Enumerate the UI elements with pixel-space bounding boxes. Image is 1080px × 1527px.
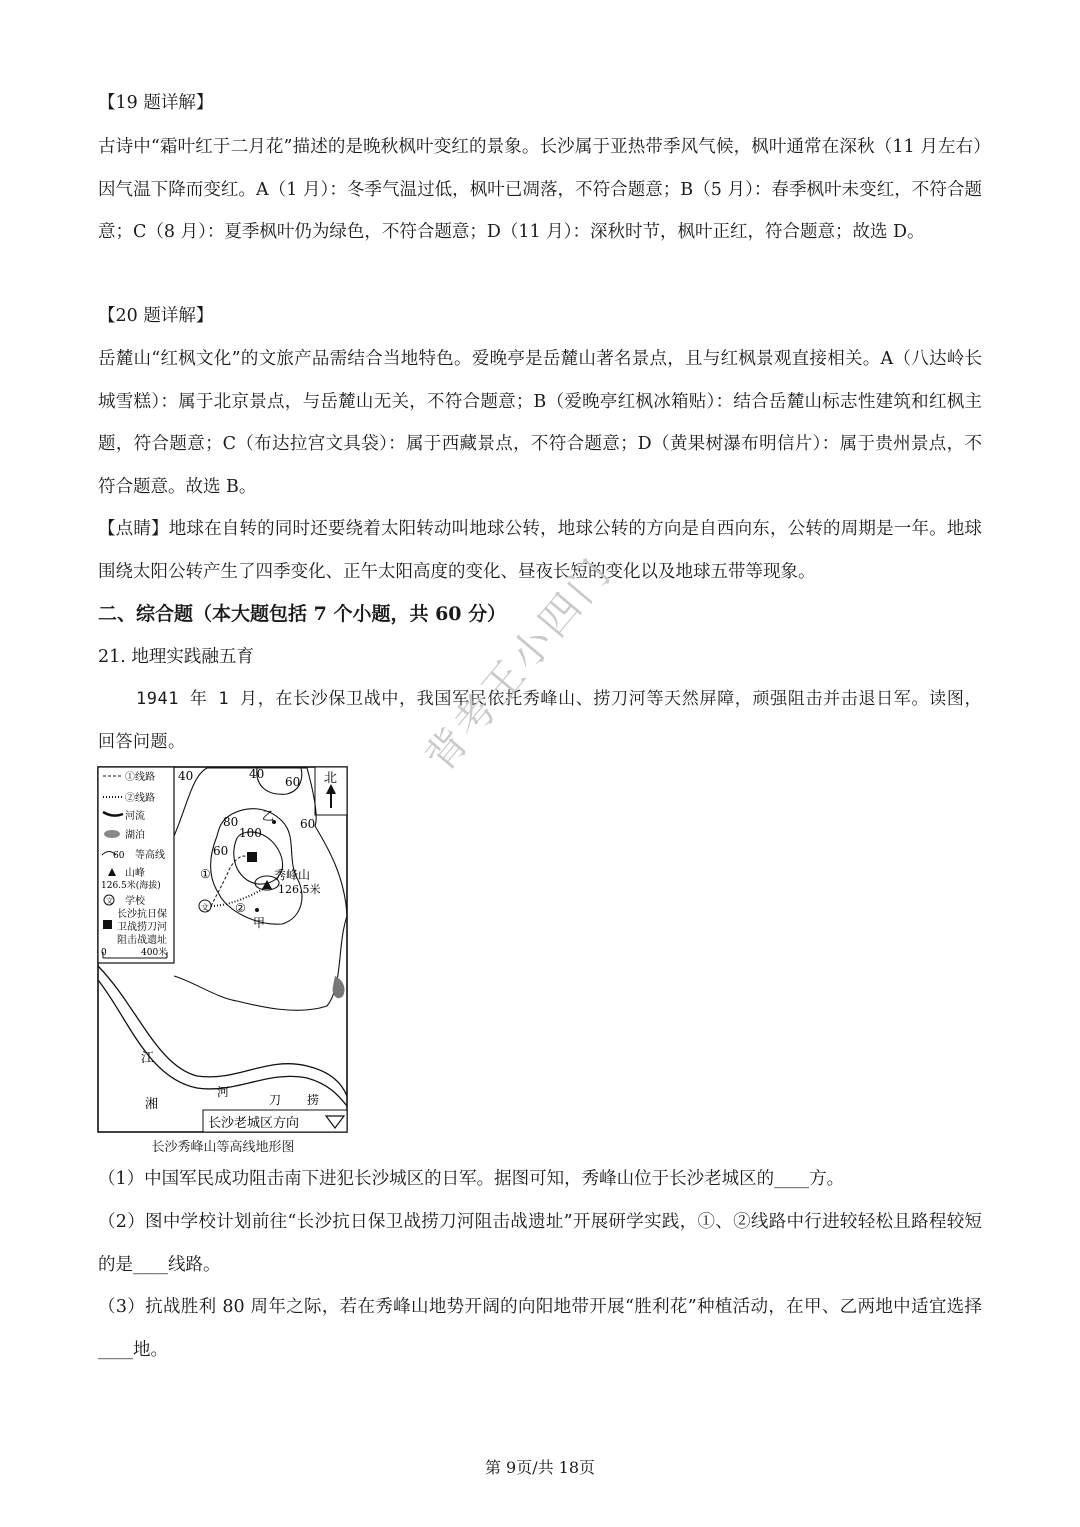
- legend-route1: ①线路: [125, 772, 155, 783]
- legend-site-symbol: [103, 920, 112, 929]
- peak-name: 秀峰山: [274, 868, 311, 882]
- q21-sub1: （1）中国军民成功阻击南下进犯长沙城区的日军。据图可知，秀峰山位于长沙老城区的____方。: [98, 1169, 845, 1189]
- legend-contour-sample: 60: [113, 851, 125, 861]
- q19-body: 古诗中“霜叶红于二月花”描述的是晚秋枫叶变红的景象。长沙属于亚热带季风气候，枫叶通常在深秋（11 月左右）因气温下降而变红。A（1 月）：冬季气温过低，枫叶已凋落，不符合题意；B（5 月）：春季枫叶未变红，不符合题意；C（8 月）：夏季枫叶仍为绿色，不符合题意；D（11 月）：深秋时节，枫叶正红，符合题意；故选 D。: [98, 137, 982, 242]
- contour-label-60-right: 60: [300, 817, 316, 831]
- legend-contour: 等高线: [135, 850, 165, 861]
- q21-title: 21. 地理实践融五育: [98, 647, 254, 667]
- q20-body: 岳麓山“红枫文化”的文旅产品需结合当地特色。爱晚亭是岳麓山著名景点，且与红枫景观直接相关。A（八达岭长城雪糕）：属于北京景点，与岳麓山无关，不符合题意；B（爱晚亭红枫冰箱贴）：结合岳麓山标志性建筑和红枫主题，符合题意；C（布达拉宫文具袋）：属于西藏景点，不符合题意；D（黄果树瀑布明信片）：属于贵州景点，不符合题意。故选 B。: [98, 349, 982, 497]
- river-xiang: 湘: [145, 1097, 159, 1112]
- contour-label-100: 100: [239, 826, 262, 840]
- scale-end: 400米: [141, 948, 168, 958]
- q20-heading: 【20 题详解】: [98, 306, 214, 326]
- watermark: 背考王小四门: [416, 548, 622, 781]
- point-jia-label: 甲: [253, 916, 266, 930]
- legend-peak-height: 126.5米(海拔): [101, 881, 161, 891]
- river-jiang: 江: [141, 1051, 155, 1066]
- contour-map: [97, 766, 349, 1166]
- map-caption: 长沙秀峰山等高线地形图: [151, 1140, 295, 1155]
- direction-label: 长沙老城区方向: [208, 1116, 300, 1131]
- contour-map-svg: [97, 766, 349, 1136]
- route2-label: ②: [235, 901, 246, 915]
- q21-sub2: （2）图中学校计划前往“长沙抗日保卫战捞刀河阻击战遗址”开展研学实践，①、②线路中行进较轻松且路程较短的是____线路。: [98, 1212, 982, 1275]
- north-label: 北: [324, 771, 338, 786]
- section-title: 二、综合题（本大题包括 7 个小题，共 60 分）: [98, 603, 507, 625]
- q21-intro: 1941 年 1 月，在长沙保卫战中，我国军民依托秀峰山、捞刀河等天然屏障，顽强阻击并击退日军。读图，回答问题。: [98, 689, 982, 752]
- point-yi-label: 乙: [262, 809, 275, 823]
- legend-lake: 湖泊: [125, 830, 145, 841]
- contour-label-60-top: 60: [285, 775, 301, 789]
- site-marker: [247, 852, 257, 862]
- legend-school-glyph: 文: [106, 897, 113, 905]
- legend-route2: ②线路: [125, 793, 155, 804]
- river-lao: 捞: [307, 1093, 320, 1107]
- legend-school: 学校: [125, 896, 145, 907]
- legend-site-line3: 阻击战遗址: [117, 935, 167, 946]
- contour-label-60-left: 60: [213, 844, 229, 858]
- contour-label-80: 80: [223, 815, 239, 829]
- page-footer: 第 9页/共 18页: [484, 1458, 596, 1477]
- legend-lake-symbol: [104, 830, 120, 838]
- tip-paragraph: 【点睛】地球在自转的同时还要绕着太阳转动叫地球公转，地球公转的方向是自西向东，公转的周期是一年。地球围绕太阳公转产生了四季变化、正午太阳高度的变化、昼夜长短的变化以及地球五带等现象。: [98, 519, 982, 582]
- q19-heading: 【19 题详解】: [98, 93, 214, 113]
- legend-site-line1: 长沙抗日保: [117, 909, 167, 920]
- river-he: 河: [217, 1085, 230, 1099]
- scale-zero: 0: [101, 948, 107, 958]
- legend-river: 河流: [125, 811, 145, 822]
- school-glyph: 文: [201, 903, 209, 912]
- contour-label-40-left: 40: [178, 769, 194, 783]
- peak-height: 126.5米: [278, 883, 321, 896]
- q21-sub3: （3）抗战胜利 80 周年之际，若在秀峰山地势开阔的向阳地带开展“胜利花”种植活动，在甲、乙两地中适宜选择____地。: [98, 1297, 982, 1360]
- legend-site-line2: 卫战捞刀河: [117, 922, 167, 933]
- point-jia-dot: [255, 908, 259, 912]
- legend-peak: 山峰: [125, 868, 145, 879]
- contour-label-40-top: 40: [249, 767, 265, 781]
- route1-label: ①: [200, 867, 211, 881]
- river-dao: 刀: [269, 1093, 282, 1107]
